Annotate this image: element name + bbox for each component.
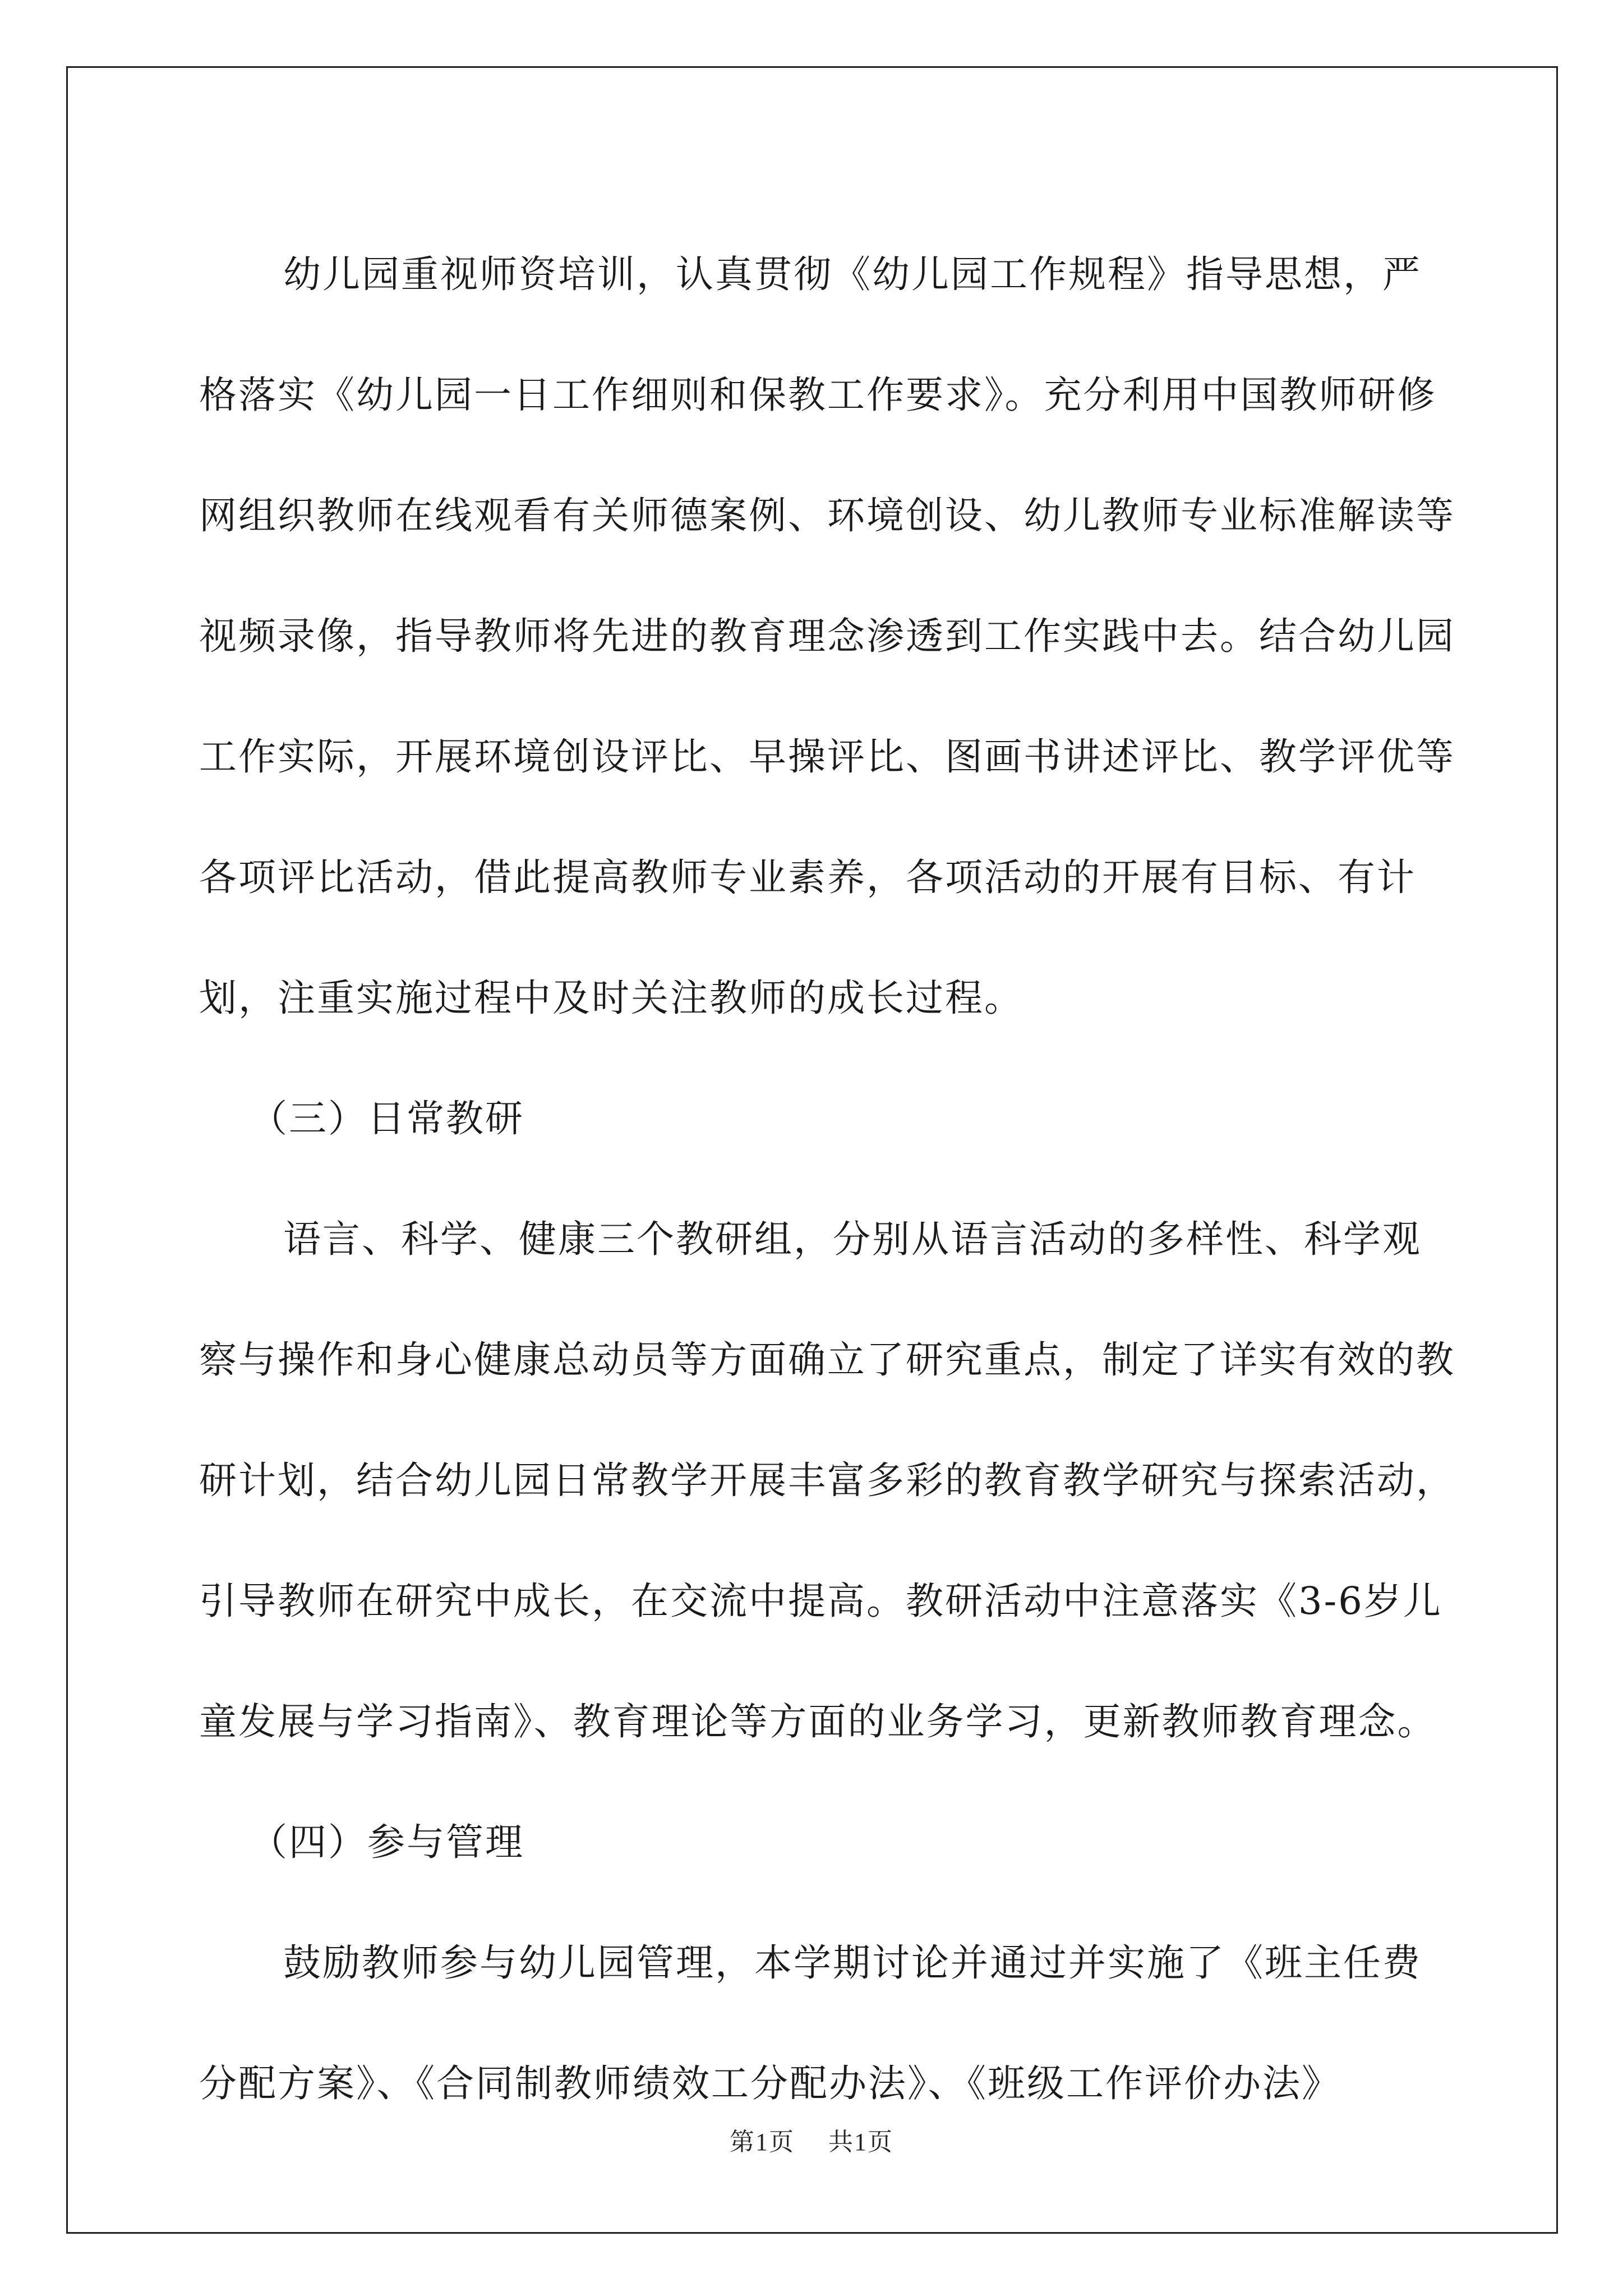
document-body — [199, 214, 1455, 2144]
paragraph-training: 幼儿园重视师资培训，认真贯彻《幼儿园工作规程》指导思想，严格落实《幼儿园一日工作细则和保教工作要求》。充分利用中国教师研修网组织教师在线观看有关师德案例、环境创设、幼儿教师专业标准解读等视频录像，指导教师将先进的教育理念渗透到工作实践中去。结合幼儿园工作实际，开展环境创设评比、早操评比、图画书讲述评比、教学评优等各项评比活动，借此提高教师专业素养，各项活动的开展有目标、有计划，注重实施过程中及时关注教师的成长过程。 — [199, 252, 1455, 1020]
page-number-current: 第1页 — [730, 2128, 795, 2156]
paragraph-management: 鼓励教师参与幼儿园管理，本学期讨论并通过并实施了《班主任费分配方案》、《合同制教师绩效工分配办法》、《班级工作评价办法》 — [199, 1941, 1422, 2105]
heading-daily-research: （三）日常教研 — [250, 1097, 524, 1140]
page-number-total: 共1页 — [828, 2128, 893, 2156]
paragraph-research: 语言、科学、健康三个教研组，分别从语言活动的多样性、科学观察与操作和身心健康总动员等方面确立了研究重点，制定了详实有效的教研计划，结合幼儿园日常教学开展丰富多彩的教育教学研究与探索活动，引导教师在研究中成长，在交流中提高。教研活动中注意落实《3-6岁儿童发展与学习指南》、教育理论等方面的业务学习，更新教师教育理念。 — [199, 1217, 1455, 1743]
page-footer — [0, 2122, 1623, 2157]
heading-management: （四）参与管理 — [250, 1820, 524, 1864]
